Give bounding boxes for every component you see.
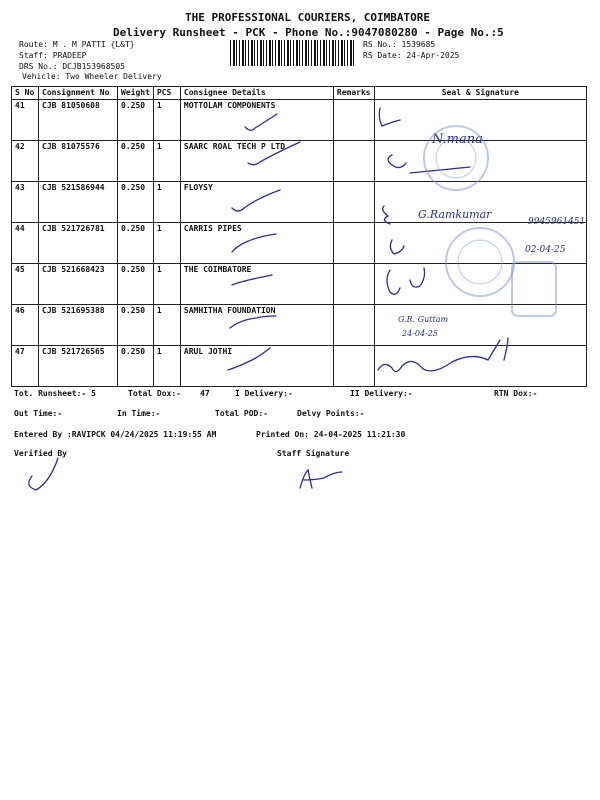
printed-on: Printed On: 24-04-2025 11:21:30 (256, 430, 406, 439)
table-row (12, 182, 587, 223)
runsheet-table (11, 86, 587, 387)
cell-consignee: CARRIS PIPES (180, 223, 333, 264)
cell-consignee: THE COIMBATORE (180, 264, 333, 305)
company-title: THE PROFESSIONAL COURIERS, COIMBATORE (185, 11, 431, 24)
cell-sno: 47 (12, 346, 39, 387)
col-sno: S No (12, 87, 39, 100)
staff-signature-mark (300, 470, 342, 488)
runsheet-title: Delivery Runsheet - PCK - Phone No.:9047080280 - Page No.:5 (113, 26, 504, 39)
table-row (12, 305, 587, 346)
in-time: In Time:- (117, 409, 161, 418)
cell-pcs: 1 (153, 182, 180, 223)
cell-signature (374, 141, 586, 182)
col-seal-signature: Seal & Signature (374, 87, 586, 100)
cell-sno: 42 (12, 141, 39, 182)
cell-pcs: 1 (153, 141, 180, 182)
barcode-icon (230, 40, 356, 66)
cell-remarks (333, 346, 374, 387)
col-consignment: Consignment No (39, 87, 118, 100)
cell-remarks (333, 264, 374, 305)
rtn-dox: RTN Dox:- (494, 389, 538, 398)
cell-signature (374, 346, 586, 387)
cell-sno: 41 (12, 100, 39, 141)
col-consignee: Consignee Details (180, 87, 333, 100)
delvy-points: Delvy Points:- (297, 409, 365, 418)
cell-pcs: 1 (153, 305, 180, 346)
cell-consignment: CJB 521668423 (39, 264, 118, 305)
cell-sno: 46 (12, 305, 39, 346)
table-row (12, 264, 587, 305)
total-pod: Total POD:- (215, 409, 268, 418)
cell-weight: 0.250 (118, 264, 154, 305)
cell-weight: 0.250 (118, 182, 154, 223)
cell-weight: 0.250 (118, 141, 154, 182)
cell-consignment: CJB 521726781 (39, 223, 118, 264)
cell-remarks (333, 223, 374, 264)
cell-consignee: SAMHITHA FOUNDATION (180, 305, 333, 346)
col-remarks: Remarks (333, 87, 374, 100)
cell-remarks (333, 305, 374, 346)
cell-signature (374, 305, 586, 346)
cell-pcs: 1 (153, 264, 180, 305)
total-dox-label: Total Dox:- (128, 389, 181, 398)
cell-pcs: 1 (153, 223, 180, 264)
row42-handwritten-name: N.mana (432, 132, 483, 147)
cell-signature (374, 223, 586, 264)
cell-signature (374, 182, 586, 223)
cell-weight: 0.250 (118, 223, 154, 264)
table-row (12, 346, 587, 387)
cell-consignment: CJB 521586944 (39, 182, 118, 223)
cell-weight: 0.250 (118, 346, 154, 387)
table-row (12, 100, 587, 141)
cell-remarks (333, 100, 374, 141)
staff: Staff: PRADEEP (19, 51, 87, 60)
rs-date: RS Date: 24-Apr-2025 (363, 51, 460, 60)
cell-sno: 43 (12, 182, 39, 223)
cell-consignment: CJB 81050608 (39, 100, 118, 141)
verified-check-mark (29, 458, 58, 490)
cell-consignment: CJB 521726565 (39, 346, 118, 387)
cell-weight: 0.250 (118, 100, 154, 141)
cell-consignee: FLOYSY (180, 182, 333, 223)
col-weight: Weight (118, 87, 154, 100)
verified-by: Verified By (14, 449, 67, 458)
table-row (12, 141, 587, 182)
cell-remarks (333, 141, 374, 182)
row44-handwritten-date: 02-04-25 (525, 245, 566, 255)
total-dox-value: 47 (200, 389, 210, 398)
ii-delivery: II Delivery:- (350, 389, 413, 398)
cell-consignee: SAARC ROAL TECH P LTD (180, 141, 333, 182)
cell-sno: 45 (12, 264, 39, 305)
entered-by: Entered By :RAVIPCK 04/24/2025 11:19:55 AM (14, 430, 217, 439)
cell-consignment: CJB 81075576 (39, 141, 118, 182)
route: Route: M . M PATTI {L&T} (19, 40, 135, 49)
cell-remarks (333, 182, 374, 223)
col-pcs: PCS (153, 87, 180, 100)
i-delivery: I Delivery:- (235, 389, 293, 398)
drs-number: DRS No.: DCJB153968505 (19, 62, 125, 71)
staff-signature-label: Staff Signature (277, 449, 350, 458)
cell-consignee: MOTTOLAM COMPONENTS (180, 100, 333, 141)
cell-consignment: CJB 521695388 (39, 305, 118, 346)
cell-signature (374, 264, 586, 305)
out-time: Out Time:- (14, 409, 63, 418)
row43-handwritten-name: G.Ramkumar (418, 208, 492, 221)
table-row (12, 223, 587, 264)
table-header-row (12, 87, 587, 100)
cell-signature (374, 100, 586, 141)
tot-runsheet: Tot. Runsheet:- 5 (14, 389, 96, 398)
row46-handwritten-date: 24-04-25 (402, 329, 438, 338)
row46-handwritten-name: G.R. Guttam (398, 315, 449, 324)
cell-sno: 44 (12, 223, 39, 264)
cell-pcs: 1 (153, 346, 180, 387)
rs-number: RS No.: 1539685 (363, 40, 436, 49)
cell-pcs: 1 (153, 100, 180, 141)
vehicle: Vehicle: Two Wheeler Delivery (22, 72, 162, 81)
row43-handwritten-phone: 9945961451 (528, 217, 586, 227)
cell-consignee: ARUL JOTHI (180, 346, 333, 387)
cell-weight: 0.250 (118, 305, 154, 346)
